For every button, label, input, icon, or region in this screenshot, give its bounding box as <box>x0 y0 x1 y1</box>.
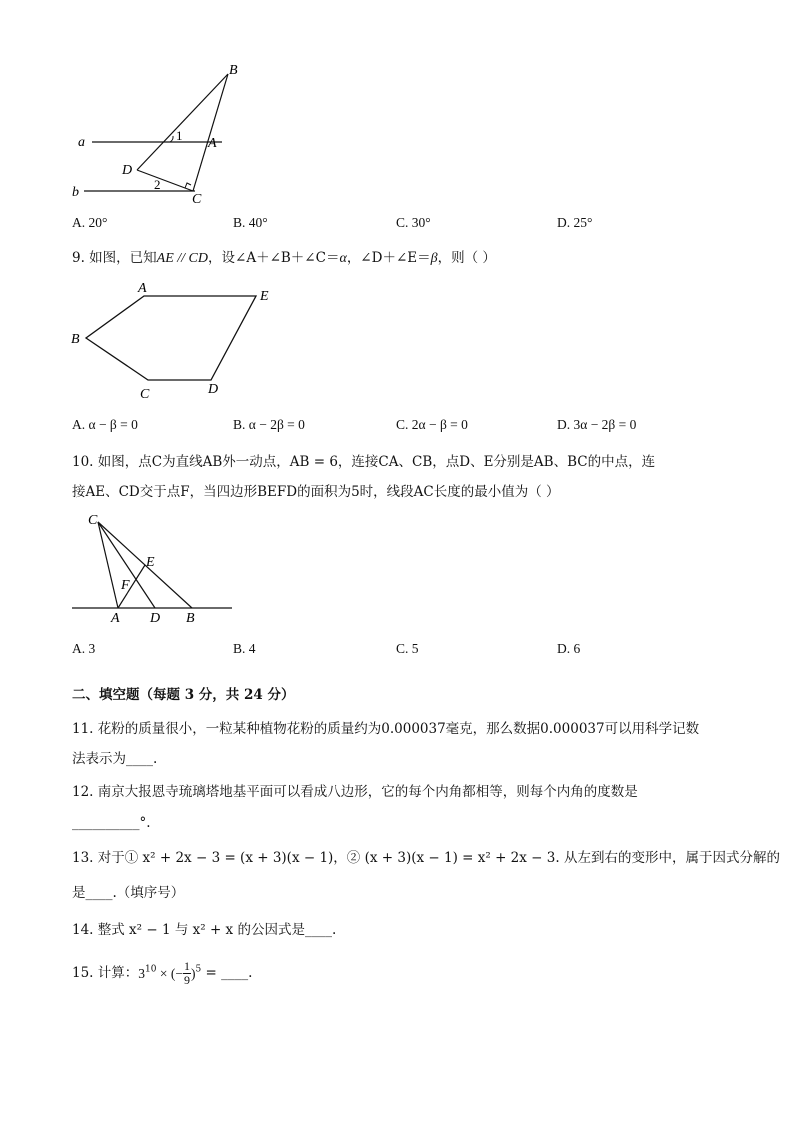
label-a: a <box>78 135 85 150</box>
label-D: D <box>122 163 133 178</box>
q10-label-E: E <box>146 555 155 570</box>
q8-option-a[interactable]: A. 20° <box>72 215 108 230</box>
q9-alpha: α <box>339 251 347 266</box>
q9-figure <box>66 280 286 404</box>
label-angle-2: 2 <box>154 177 161 192</box>
q15-numerator: 1 <box>183 959 190 973</box>
q14-line1: 14. 整式 x² − 1 与 x² + x 的公因式是____. <box>72 922 337 938</box>
q9-stem-suffix: ，则（ ） <box>437 250 496 266</box>
q9-beta: β <box>430 251 438 266</box>
q10-option-d[interactable]: D. 6 <box>557 641 581 656</box>
q10-label-C: C <box>88 513 98 528</box>
q10-label-B: B <box>186 611 195 626</box>
q9-label-B: B <box>71 332 80 347</box>
angle-1-arc <box>170 136 173 142</box>
label-angle-1: 1 <box>176 128 183 143</box>
q15-times: × (− <box>156 965 183 981</box>
q11-line2: 法表示为____. <box>72 751 158 767</box>
label-B: B <box>229 63 238 78</box>
q10-label-A: A <box>111 611 120 626</box>
q9-label-D: D <box>208 382 219 397</box>
q13-line2: 是____.（填序号） <box>72 885 185 901</box>
q13-line1: 13. 对于① x² + 2x − 3 = (x + 3)(x − 1)，② (x + 3)(x − 1) = x² + 2x − 3. 从左到右的变形中，属于因式分解的 <box>72 850 780 866</box>
q8-option-d[interactable]: D. 25° <box>557 215 593 230</box>
q10-option-c[interactable]: C. 5 <box>396 641 419 656</box>
q15-prefix: 15. 计算： <box>72 964 139 981</box>
q15-close: ) <box>190 965 196 981</box>
q15-fraction <box>183 960 191 987</box>
q10-label-D: D <box>150 611 161 626</box>
q8-figure <box>70 60 260 210</box>
section-2-title: 二、填空题（每题 3 分，共 24 分） <box>72 687 295 703</box>
q11-line1: 11. 花粉的质量很小，一粒某种植物花粉的质量约为0.000037毫克，那么数据0.000037可以用科学记数 <box>72 721 700 737</box>
q12-line2: __________°. <box>72 815 151 831</box>
right-angle-mark <box>185 183 191 188</box>
q9-stem <box>72 252 496 266</box>
q12-line1: 12. 南京大报恩寺琉璃塔地基平面可以看成八边形，它的每个内角都相等，则每个内角的度数是 <box>72 784 638 800</box>
q9-option-b[interactable]: B. α − 2β = 0 <box>233 417 305 432</box>
q9-option-a[interactable]: A. α − β = 0 <box>72 417 138 432</box>
label-b: b <box>72 185 79 200</box>
q10-option-b[interactable]: B. 4 <box>233 641 256 656</box>
q15-exp2: 5 <box>195 964 202 975</box>
q10-segment-CA <box>98 522 118 608</box>
q9-stem-mid2: ，∠D＋∠E＝ <box>346 250 431 266</box>
q10-option-a[interactable]: A. 3 <box>72 641 96 656</box>
q10-figure <box>66 510 246 630</box>
segment-BD <box>137 74 228 170</box>
q9-stem-math: AE // CD <box>156 251 209 266</box>
segment-DC <box>137 170 193 191</box>
q9-label-E: E <box>260 289 269 304</box>
q15-line <box>72 960 252 990</box>
q15-exp: 10 <box>145 964 157 975</box>
q10-label-F: F <box>121 578 130 593</box>
q15-base: 3 <box>138 965 146 981</box>
q9-option-d[interactable]: D. 3α − 2β = 0 <box>557 417 637 432</box>
segment-BC <box>193 74 228 191</box>
q9-polygon <box>86 296 256 380</box>
q9-stem-prefix: 9. 如图，已知 <box>72 250 157 266</box>
q8-option-b[interactable]: B. 40° <box>233 215 268 230</box>
q10-stem-line1: 10. 如图，点C为直线AB外一动点，AB = 6，连接CA、CB，点D、E分别是AB、BC的中点，连 <box>72 454 656 470</box>
q8-option-c[interactable]: C. 30° <box>396 215 431 230</box>
label-A: A <box>208 136 217 151</box>
q9-label-C: C <box>140 387 150 402</box>
label-C: C <box>192 192 202 207</box>
q9-option-c[interactable]: C. 2α − β = 0 <box>396 417 468 432</box>
q15-denominator: 9 <box>183 973 190 987</box>
q9-stem-mid: ，设∠A＋∠B＋∠C＝ <box>208 250 340 266</box>
q10-stem-line2: 接AE、CD交于点F，当四边形BEFD的面积为5时，线段AC长度的最小值为（ ） <box>72 484 560 500</box>
q9-label-A: A <box>138 281 147 296</box>
q15-suffix: = ____. <box>201 964 253 981</box>
